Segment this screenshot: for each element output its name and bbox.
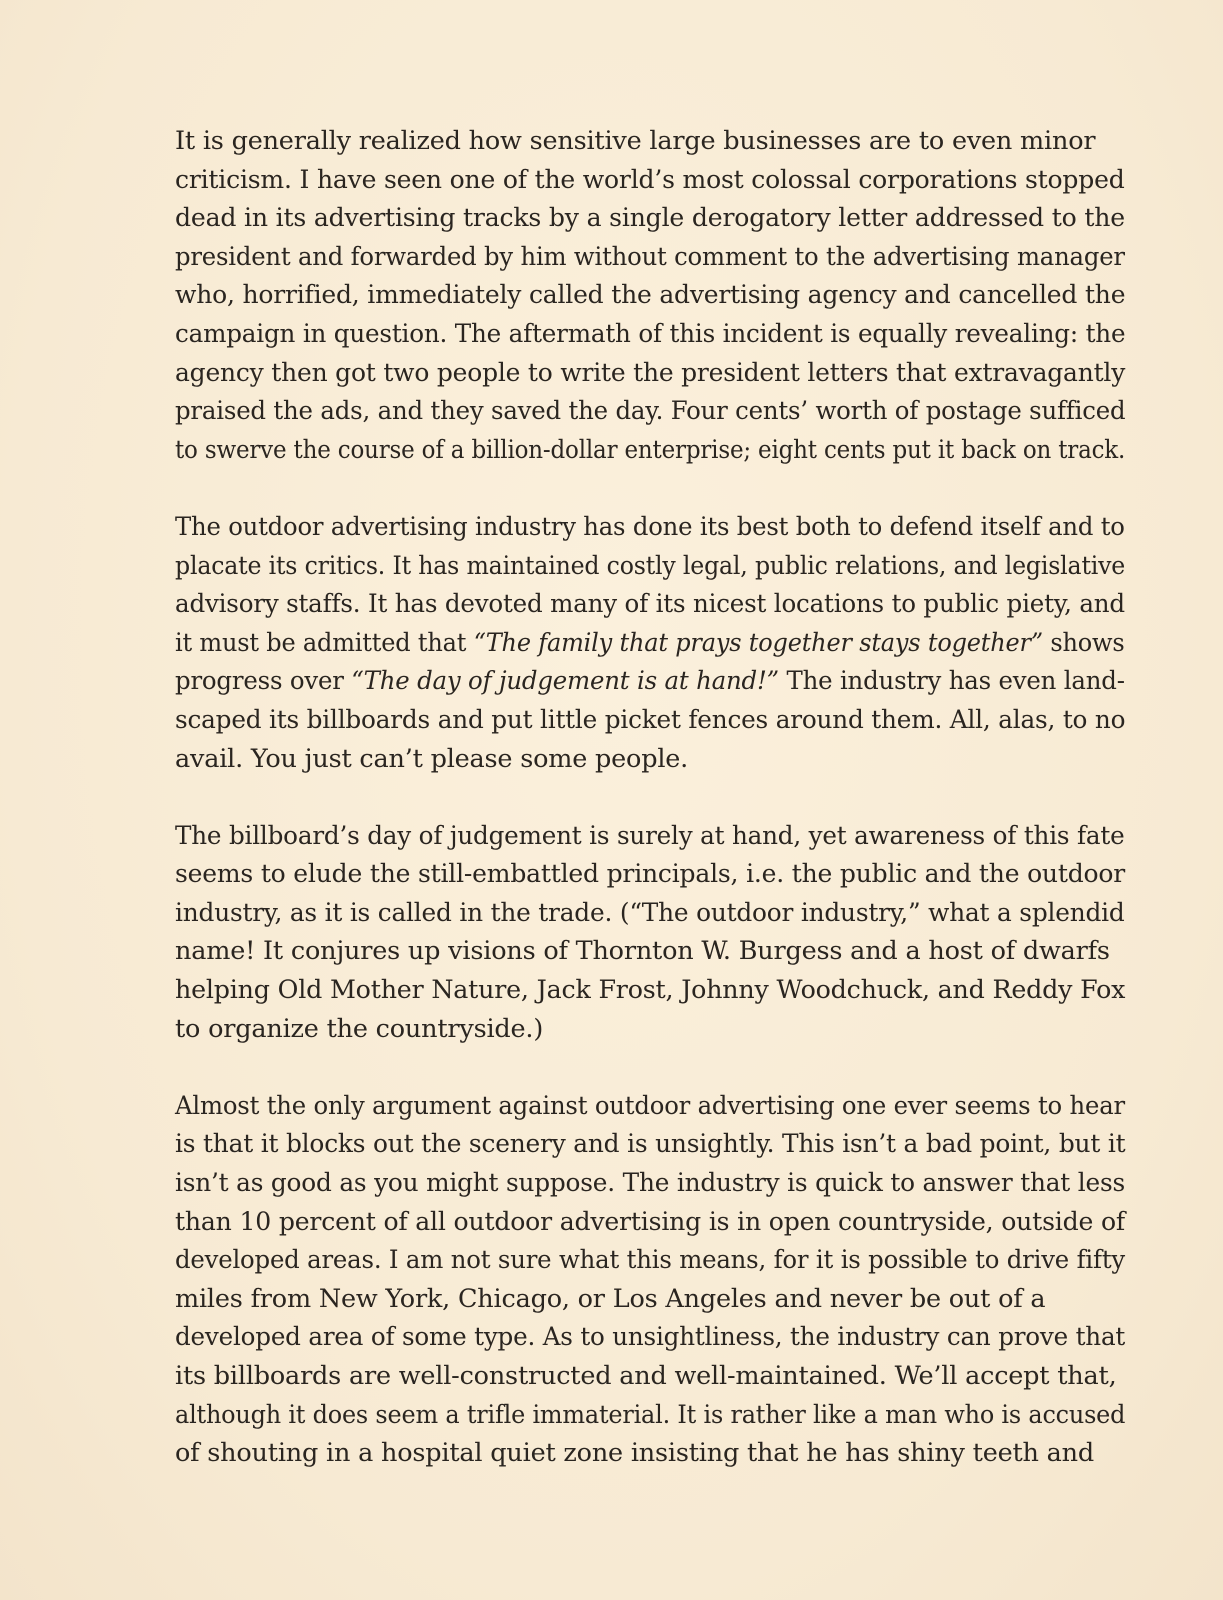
text-line	[175, 238, 1125, 277]
text-segment: isn’t as good as you might suppose. The industry is quick to answer that less	[175, 1168, 1125, 1199]
text-segment: The billboard’s day of judgement is surely at hand, yet awareness of this fate	[175, 820, 1125, 851]
text-line	[175, 1357, 1125, 1396]
text-segment: placate its critics. It has maintained costly legal, public relations, and legislative	[175, 550, 1126, 581]
text-segment: industry, as it is called in the trade. (“The outdoor industry,” what a splendid	[175, 897, 1125, 928]
text-segment: helping Old Mother Nature, Jack Frost, Johnny Woodchuck, and Reddy Fox	[175, 975, 1126, 1006]
text-segment: to organize the countryside.)	[175, 1013, 544, 1044]
text-line	[175, 1125, 1126, 1164]
text-segment: than 10 percent of all outdoor advertising is in open countryside, outside of	[175, 1206, 1126, 1237]
text-line	[175, 585, 1125, 624]
text-segment: campaign in question. The aftermath of this incident is equally revealing: the	[175, 318, 1126, 349]
body-text	[175, 122, 1125, 1473]
text-segment: shows	[1042, 627, 1125, 658]
text-segment: it must be admitted that	[175, 627, 474, 658]
text-segment: who, horrified, immediately called the advertising agency and cancelled the	[175, 280, 1126, 311]
text-segment: scaped its billboards and put little picket fences around them. All, alas, to no	[175, 704, 1126, 735]
text-line	[175, 508, 1125, 547]
text-line	[175, 547, 1126, 586]
text-line	[175, 1010, 1125, 1049]
text-segment: The industry has even land-	[778, 666, 1125, 697]
text-segment: name! It conjures up visions of Thornton W. Burgess and a host of dwarfs	[175, 936, 1110, 967]
text-line	[175, 392, 1126, 431]
text-line	[175, 199, 1125, 238]
text-segment: praised the ads, and they saved the day. Four cents’ worth of postage sufficed	[175, 396, 1126, 427]
text-segment: dead in its advertising tracks by a single derogatory letter addressed to the	[175, 203, 1125, 234]
text-line	[175, 122, 1125, 161]
text-segment: is that it blocks out the scenery and is unsightly. This isn’t a bad point, but it	[175, 1129, 1126, 1160]
text-segment: avail. You just can’t please some people.	[175, 743, 689, 774]
text-segment: to swerve the course of a billion-dollar enterprise; eight cents put it back on track.	[175, 434, 1126, 465]
text-segment: developed area of some type. As to unsightliness, the industry can prove that	[175, 1322, 1126, 1353]
text-line	[175, 932, 1125, 971]
paragraph-4	[175, 1087, 1125, 1473]
text-line	[175, 740, 1125, 779]
text-line	[175, 1164, 1125, 1203]
text-line	[175, 1318, 1126, 1357]
paragraph-2	[175, 508, 1125, 778]
text-line	[175, 817, 1125, 856]
paragraph-3	[175, 817, 1125, 1049]
text-segment: It is generally realized how sensitive large businesses are to even minor	[175, 126, 1096, 156]
text-line	[175, 855, 1126, 894]
text-segment: miles from New York, Chicago, or Los Angeles and never be out of a	[175, 1283, 1046, 1314]
text-line	[175, 161, 1125, 200]
text-line	[175, 894, 1125, 933]
quoted-slogan: “The family that prays together stays together”	[473, 627, 1043, 658]
text-segment: Almost the only argument against outdoor advertising one ever seems to hear	[175, 1090, 1125, 1121]
text-line	[175, 1241, 1126, 1280]
text-line	[175, 701, 1126, 740]
text-segment: advisory staffs. It has devoted many of its nicest locations to public piety, and	[175, 589, 1125, 620]
text-segment: developed areas. I am not sure what this means, for it is possible to drive fifty	[175, 1245, 1126, 1276]
paragraph-1	[175, 122, 1125, 469]
text-segment: The outdoor advertising industry has done its best both to defend itself and to	[175, 511, 1125, 542]
text-line	[175, 1434, 1125, 1473]
text-line	[175, 624, 1125, 663]
text-line	[175, 315, 1126, 354]
text-line	[175, 1396, 1126, 1435]
text-segment: of shouting in a hospital quiet zone insisting that he has shiny teeth and	[175, 1438, 1095, 1469]
text-segment: progress over	[175, 666, 352, 697]
text-line	[175, 276, 1126, 315]
text-line	[175, 1087, 1125, 1126]
quoted-slogan: “The day of judgement is at hand!”	[351, 666, 779, 697]
text-segment: seems to elude the still-embattled principals, i.e. the public and the outdoor	[175, 859, 1126, 890]
text-line	[175, 354, 1126, 393]
text-line	[175, 971, 1126, 1010]
text-line	[175, 1203, 1126, 1242]
text-segment: although it does seem a trifle immaterial. It is rather like a man who is accused	[175, 1399, 1126, 1430]
text-line	[175, 431, 1126, 470]
text-segment: agency then got two people to write the president letters that extravagantly	[175, 357, 1126, 388]
text-line	[175, 1280, 1125, 1319]
text-line	[175, 662, 1125, 701]
text-segment: criticism. I have seen one of the world’s most colossal corporations stopped	[175, 164, 1125, 195]
text-segment: its billboards are well-constructed and well-maintained. We’ll accept that,	[175, 1361, 1117, 1391]
text-segment: president and forwarded by him without comment to the advertising manager	[175, 241, 1125, 272]
